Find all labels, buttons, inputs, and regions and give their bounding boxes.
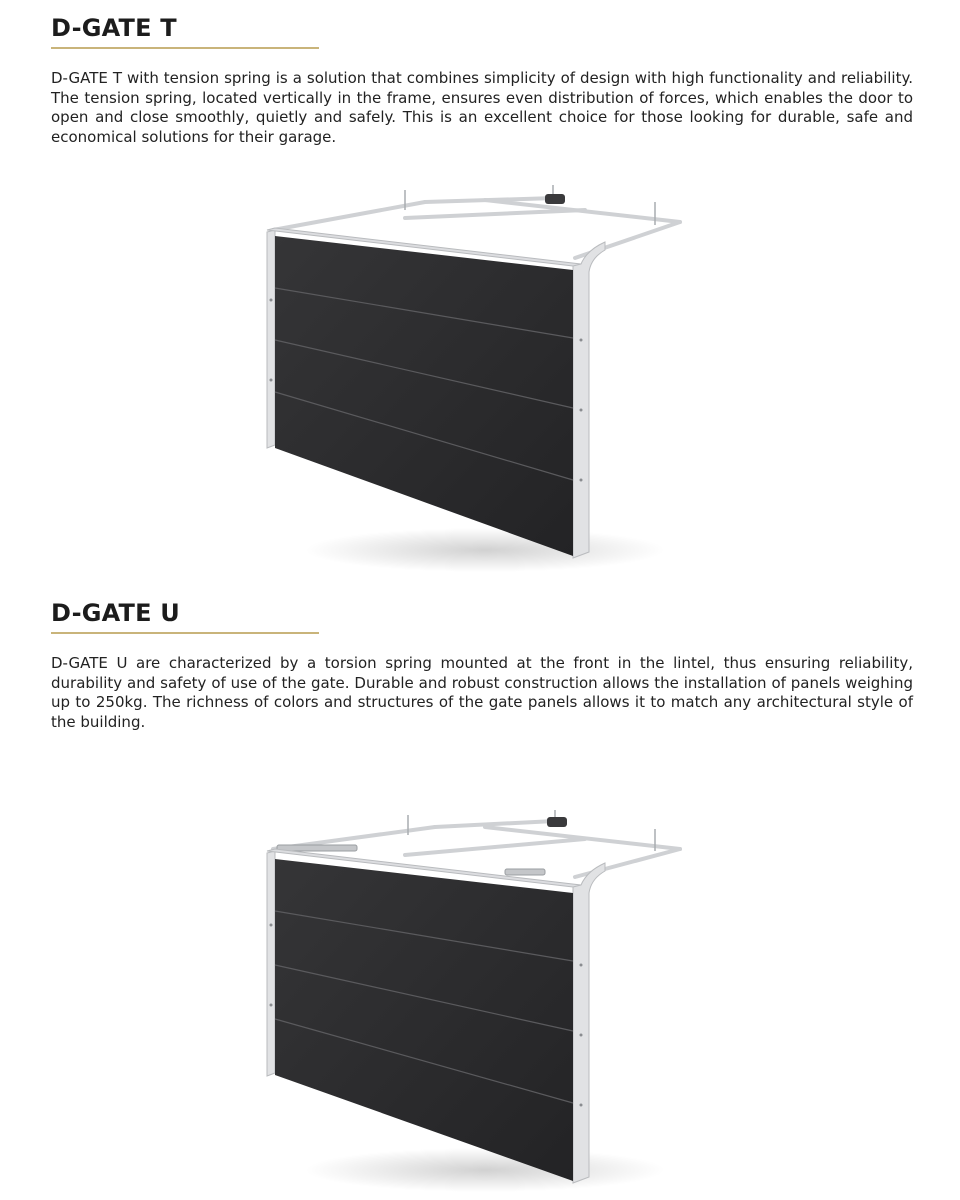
section-title-d-gate-u: D-GATE U [51, 599, 180, 627]
garage-door-tension-spring-image [255, 180, 695, 575]
title-underline [51, 47, 319, 49]
section-title-d-gate-t: D-GATE T [51, 14, 177, 42]
section-d-gate-u [51, 599, 913, 732]
section-body-d-gate-u: D-GATE U are characterized by a torsion spring mounted at the front in the lintel, thus ensuring reliability, durability and safety of use of the gate. Durable and robust construction allows the installation of panels weighing up to 250kg. The richness of colors and structures of the gate panels allows it to match any architectural style of the building. [51, 654, 913, 731]
title-underline [51, 632, 319, 634]
section-body-d-gate-t: D-GATE T with tension spring is a solution that combines simplicity of design with high functionality and reliability. The tension spring, located vertically in the frame, ensures even distribution of forces, which enables the door to open and close smoothly, quietly and safely. This is an excellent choice for those looking for durable, safe and economical solutions for their garage. [51, 69, 913, 146]
garage-door-torsion-spring-image [255, 805, 695, 1195]
section-d-gate-t [51, 14, 913, 147]
